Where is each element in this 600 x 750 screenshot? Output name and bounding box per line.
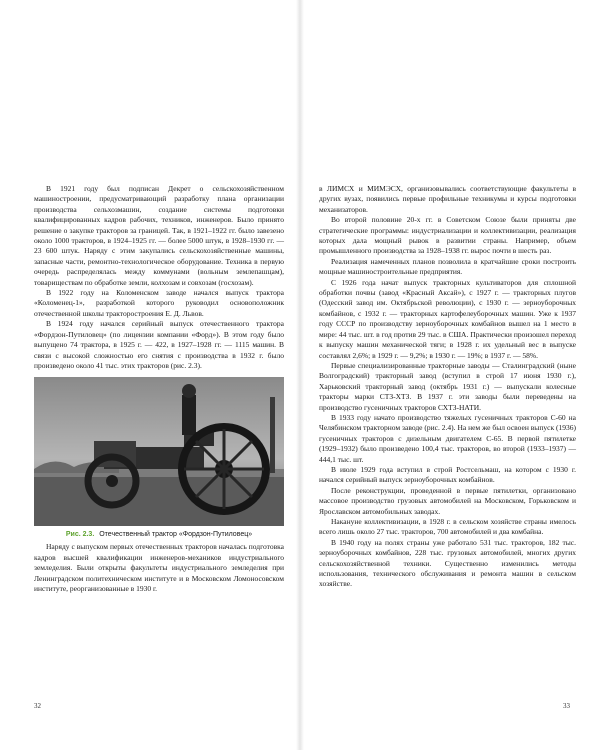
- figure-caption: [34, 530, 284, 539]
- right-text-column: [319, 184, 576, 590]
- left-paragraph-4: Наряду с выпуском первых отечественных тракторов началась подготовка кадров высшей квалификации инженеров-механиков индустриального земледелия. Были открыты факультеты индустриального земледелия при Ленинградском политехническом институте и в Московском Ломоносовском институте, реорганизованные в 1930 г.: [34, 542, 284, 593]
- right-paragraph-2: Реализация намеченных планов позволила в кратчайшие сроки построить мощные машиностроительные предприятия.: [319, 256, 576, 277]
- left-page: [0, 0, 299, 750]
- left-paragraph-2: В 1922 году на Коломенском заводе начался выпуск трактора «Коломенец-1», разработкой которого руководил основоположник отечественной школы тракторостроения Е. Д. Львов.: [34, 288, 284, 318]
- right-paragraph-3: С 1926 года начат выпуск тракторных культиваторов для сплошной обработки почвы (завод «Красный Аксай»), с 1927 г. — тракторных плугов (Одесский завод им. Октябрьской революции), с 1930 г. — зерноуборочных комбайнов, с 1932 г. — тракторных картофелеуборочных машин. Уже к 1937 году СССР по производству зерноуборочных комбайнов вышел на 1 место в мире: 44 тыс. шт. в год против 29 тыс. в США. Практически произошел переход к выпуску машин механической тяги; в 1928 г. их удельный вес в выпуске составлял 2,6%; в 1929 г. — 9,2%; в 1930 г. — 19%; в 1937 г. — 58%.: [319, 277, 576, 360]
- right-page-number: 33: [563, 702, 570, 710]
- tractor-photo: [34, 377, 284, 526]
- left-text-column: [34, 184, 284, 594]
- figure-label: Рис. 2.3.: [65, 531, 95, 539]
- right-page: [301, 0, 600, 750]
- right-paragraph-8: Накануне коллективизации, в 1928 г. в сельском хозяйстве страны имелось всего лишь около 27 тыс. тракторов, 700 автомобилей и два комбайна.: [319, 517, 576, 537]
- left-page-number: 32: [34, 702, 41, 710]
- right-paragraph-7: После реконструкции, проведенной в первые пятилетки, организовано массовое производство грузовых автомобилей на Московском, Горьковском и Ярославском автомобильных заводах.: [319, 485, 576, 516]
- right-paragraph-continued: в ЛИМСХ и МИМЭСХ, организовывались соответствующие факультеты в других вузах, появились первые профильные техникумы и курсы подготовки механизаторов.: [319, 184, 576, 214]
- figure-caption-text: Отечественный трактор «Фордзон-Путиловец»: [99, 531, 253, 539]
- right-paragraph-9: В 1940 году на полях страны уже работало 531 тыс. тракторов, 182 тыс. зерноуборочных комбайнов, 228 тыс. грузовых автомобилей, многих других сельскохозяйственной техники. Существенно изменились методы использования, технического обслуживания и ремонта машин в сельском хозяйстве.: [319, 537, 576, 589]
- left-paragraph-1: В 1921 году был подписан Декрет о сельскохозяйственном машиностроении, предусматривающий разработку плана организации производства сельхозмашин, создание системы подготовки квалифицированных кадров рабочих, техников, инженеров. Было принято решение о закупке тракторов за границей. Так, в 1921–1922 гг. было завезено около 1000 тракторов, в 1924–1925 гг. — более 5000 штук, в 1928–1930 гг. — 23 600 штук. Наряду с этим закупались сельскохозяйственные машины, запасные части, ремонтно-технологическое оборудование. Техника в первую очередь распределялась между коммунами (вольным землепашцам), товариществам по обработке земли, колхозам и совхозам (госхозам).: [34, 184, 284, 287]
- right-paragraph-5: В 1933 году начато производство тяжелых гусеничных тракторов С-60 на Челябинском тракторном заводе (рис. 2.4). На нем же был освоен выпуск (1936) гусеничных тракторов с дизельным двигателем С-65. В первой пятилетке (1929–1932) было произведено 100,4 тыс. тракторов, во второй (1933–1937) — 444,1 тыс. шт.: [319, 412, 576, 464]
- right-paragraph-1: Во второй половине 20-х гг. в Советском Союзе были приняты две стратегические программы: индустриализации и коллективизации, реализация которых дала мощный рывок в развитии страны. Например, объем промышленного производства за 1928–1938 гг. вырос почти в шесть раз.: [319, 215, 576, 256]
- right-paragraph-4: Первые специализированные тракторные заводы — Сталинградский (ныне Волгоградский) тракторный завод (вступил в строй 17 июня 1930 г.), Харьковский тракторный завод (октябрь 1931 г.) — выпускали колесные тракторы марки СТЗ-ХТЗ. В 1937 г. эти заводы были переведены на производство гусеничных тракторов СХТЗ-НАТИ.: [319, 360, 576, 412]
- right-paragraph-6: В июле 1929 года вступил в строй Ростсельмаш, на котором с 1930 г. начался серийный выпуск зерноуборочных комбайнов.: [319, 464, 576, 485]
- left-paragraph-3: В 1924 году начался серийный выпуск отечественного трактора «Фордзон-Путиловец» (по лицензии компании «Форд»). В этом году было выпущено 74 трактора, в 1925 г. — 422, в 1927–1928 гг. — 1115 машин. В связи с высокой сложностью его снятия с производства в 1932 г. было произведено около 41 тыс. этих тракторов (рис. 2.3).: [34, 319, 284, 370]
